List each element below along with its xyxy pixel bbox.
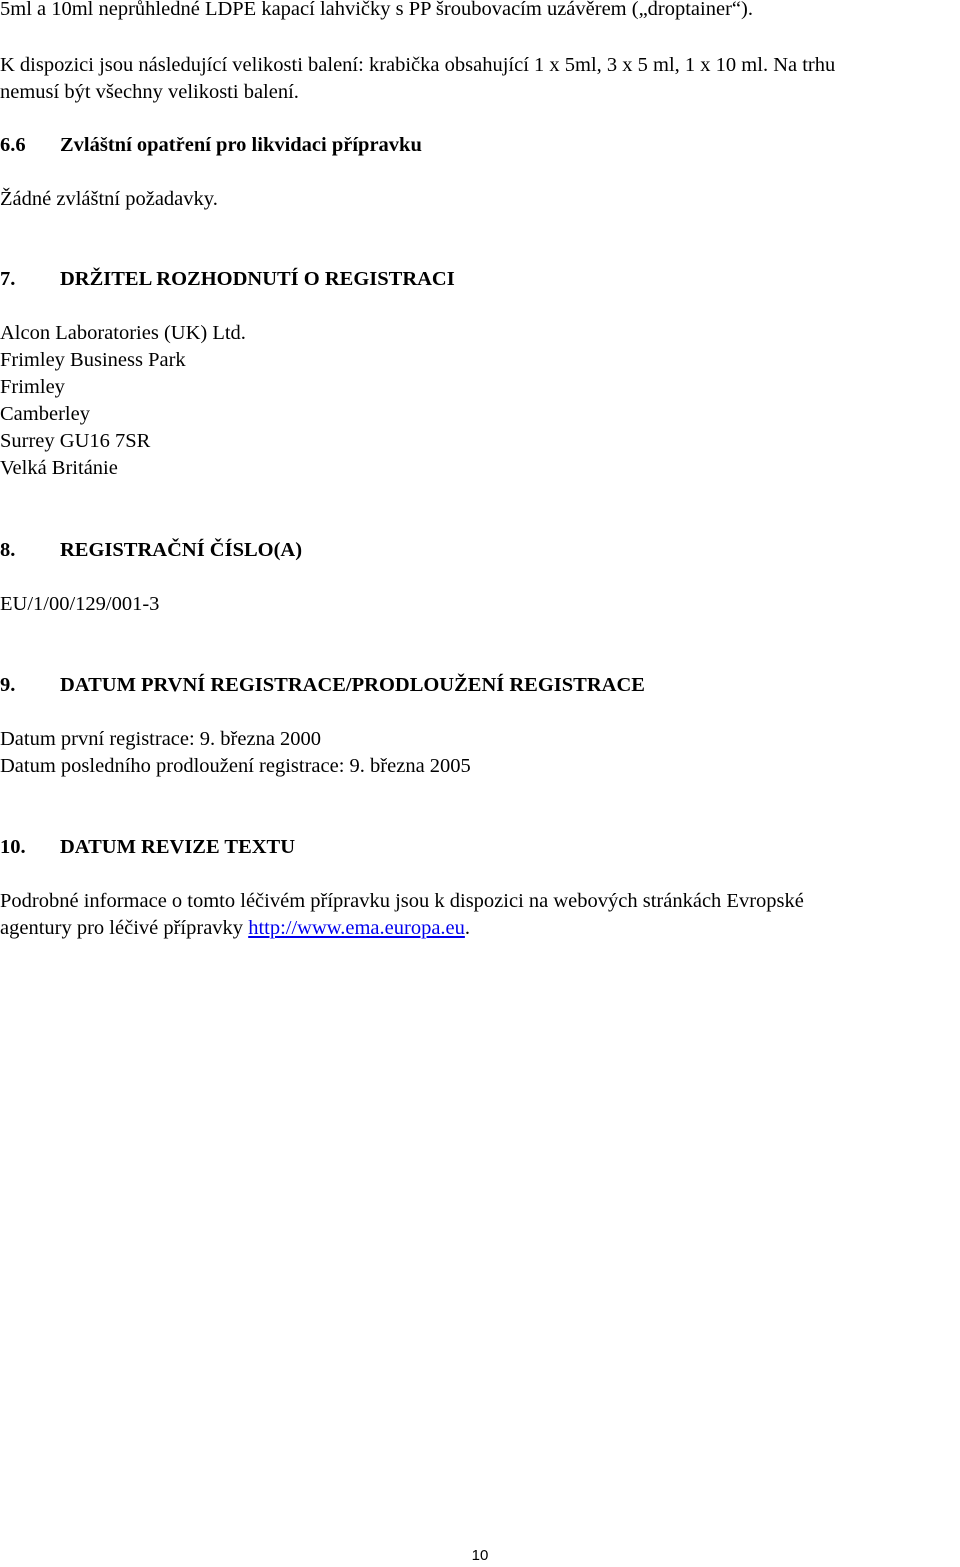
section-6-6-text: Žádné zvláštní požadavky.	[0, 188, 218, 210]
revision-text-line-1: Podrobné informace o tomto léčivém přípravku jsou k dispozici na webových stránkách Evropské	[0, 890, 804, 912]
address-line-postcode: Surrey GU16 7SR	[0, 430, 151, 452]
section-8-title: REGISTRAČNÍ ČÍSLO(A)	[60, 539, 303, 561]
last-renewal-date: Datum posledního prodloužení registrace: 9. března 2005	[0, 755, 471, 777]
section-7-title: DRŽITEL ROZHODNUTÍ O REGISTRACI	[60, 268, 455, 290]
address-line-town: Frimley	[0, 376, 65, 398]
address-line-country: Velká Británie	[0, 457, 118, 479]
first-registration-date: Datum první registrace: 9. března 2000	[0, 728, 322, 750]
registration-number: EU/1/00/129/001-3	[0, 593, 160, 615]
intro-line-1: 5ml a 10ml neprůhledné LDPE kapací lahvičky s PP šroubovacím uzávěrem („droptainer“).	[0, 0, 753, 20]
intro-line-3: nemusí být všechny velikosti balení.	[0, 81, 299, 103]
section-9-number: 9.	[0, 674, 16, 696]
section-7-number: 7.	[0, 268, 16, 290]
section-6-6-heading	[0, 132, 422, 159]
section-6-6-title: Zvláštní opatření pro likvidaci přípravku	[60, 134, 422, 156]
section-6-6-number: 6.6	[0, 134, 26, 156]
ema-website-link[interactable]: http://www.ema.europa.eu	[248, 917, 465, 939]
address-line-park: Frimley Business Park	[0, 349, 186, 371]
section-10-number: 10.	[0, 836, 26, 858]
section-10-title: DATUM REVIZE TEXTU	[60, 836, 296, 858]
section-9-heading	[0, 672, 645, 699]
revision-text-prefix: agentury pro léčivé přípravky	[0, 917, 249, 939]
revision-text-line-2	[0, 915, 470, 942]
section-7-heading	[0, 266, 455, 293]
section-10-heading	[0, 834, 295, 861]
intro-line-2: K dispozici jsou následující velikosti balení: krabička obsahující 1 x 5ml, 3 x 5 ml, 1 x 10 ml. Na trhu	[0, 54, 836, 76]
section-9-title: DATUM PRVNÍ REGISTRACE/PRODLOUŽENÍ REGISTRACE	[60, 674, 645, 696]
address-line-city: Camberley	[0, 403, 90, 425]
address-line-company: Alcon Laboratories (UK) Ltd.	[0, 322, 246, 344]
section-8-heading	[0, 537, 302, 564]
page-number: 10	[471, 1547, 489, 1564]
revision-text-suffix: .	[464, 917, 471, 939]
section-8-number: 8.	[0, 539, 16, 561]
